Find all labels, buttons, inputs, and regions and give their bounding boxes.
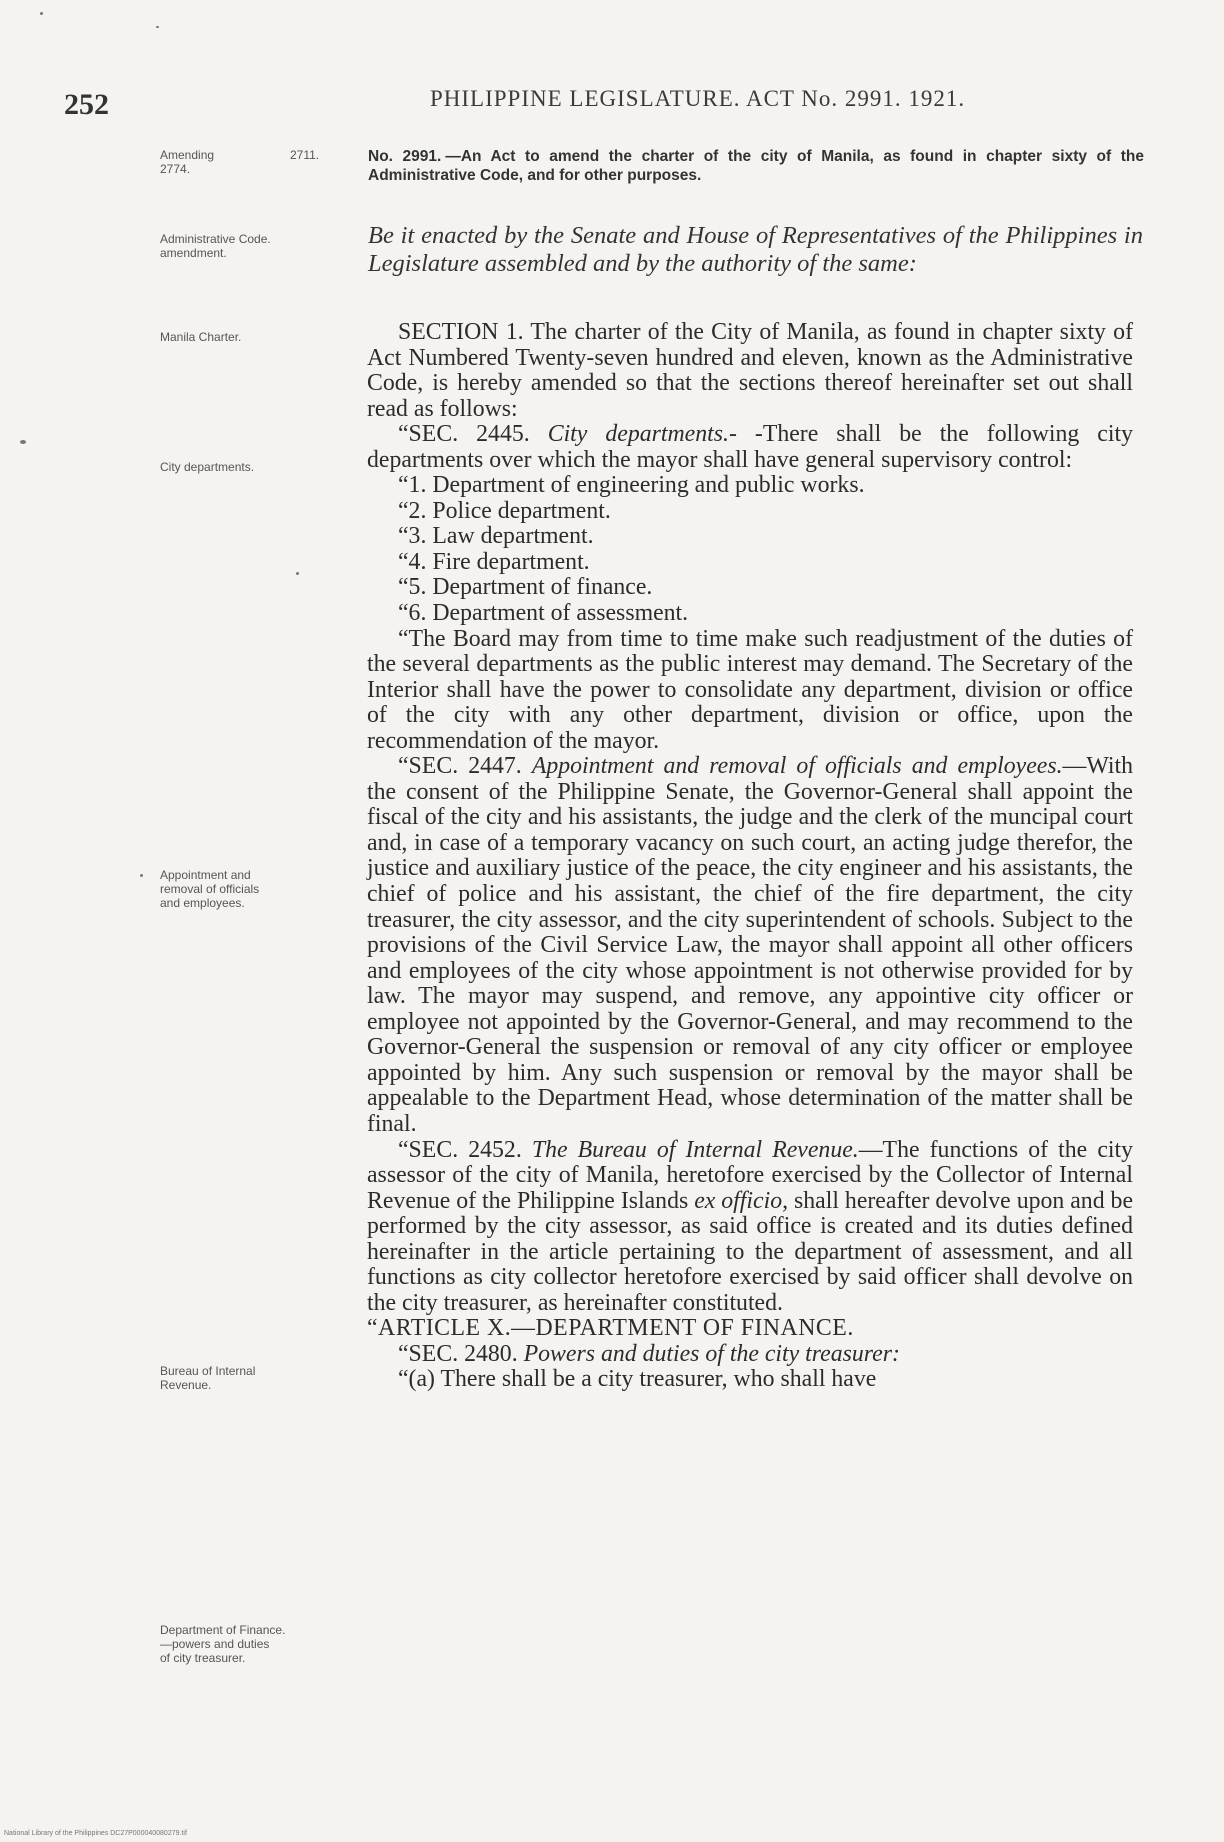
margin-note-manila-charter: Manila Charter. <box>160 330 242 344</box>
scan-speck <box>156 26 159 28</box>
section-1: SECTION 1. The charter of the City of Manila, as found in chapter sixty of Act Numbered Twenty-seven hundred and eleven, known as the Administrative Code, is hereby amended so that the sections thereof hereinafter set out shall read as follows: <box>367 319 1133 422</box>
department-list-item: “2. Police department. <box>398 497 611 524</box>
scan-speck <box>140 874 143 877</box>
sec-2447-paragraph <box>367 754 1133 1137</box>
sec-2452-paragraph <box>367 1138 1133 1317</box>
sec-2445-closing: “The Board may from time to time make such readjustment of the duties of the several departments as the public interest may demand. The Secretary of the Interior shall have the power to consolidate any department, division or office of the city with any other department, division or office, upon the recommendation of the mayor. <box>367 625 1133 754</box>
sec-2480-paragraph <box>367 1342 1133 1368</box>
sec-2447-heading: Appointment and removal of officials and employees. <box>531 753 1063 780</box>
department-list-item: “6. Department of assessment. <box>398 600 689 627</box>
scan-speck <box>40 12 43 15</box>
act-title: —An Act to amend the charter of the city of Manila, as found in chapter sixty of the Administrative Code, and for other purposes. <box>368 148 1144 184</box>
article-heading: “ARTICLE X.—DEPARTMENT OF FINANCE. <box>367 1315 854 1342</box>
sec-2445-paragraph <box>367 422 1133 473</box>
sec-2452-text-a: —The functions of the city assessor of the city of Manila, heretofore exercised by the Collector of Internal Revenue of the Philippine Islands <box>367 1136 1133 1214</box>
margin-note-amending: Amending 2774. <box>160 148 215 176</box>
page-number: 252 <box>64 88 109 121</box>
margin-note-dept-finance: Department of Finance. —powers and duties of city treasurer. <box>160 1623 286 1665</box>
act-number: No. 2991. <box>368 148 442 165</box>
running-head: PHILIPPINE LEGISLATURE. ACT No. 2991. 1921. <box>430 86 966 111</box>
sec-2480-lead: “SEC. 2480. <box>398 1340 518 1367</box>
scan-caption: National Library of the Philippines DC27P000040080279.tif <box>4 1830 187 1837</box>
margin-note-ref: 2711. <box>290 148 320 162</box>
margin-note-city-departments: City departments. <box>160 460 255 474</box>
sec-2452-heading: The Bureau of Internal Revenue. <box>531 1136 859 1163</box>
margin-note-appointment: Appointment and removal of officials and employees. <box>160 868 260 910</box>
department-list-item: “5. Department of finance. <box>398 574 653 601</box>
margin-note-admin-code: Administrative Code. amendment. <box>160 232 271 260</box>
sec-2447-text: —With the consent of the Philippine Senate, the Governor-General shall appoint the fiscal of the city and his assistants, the judge and the clerk of the muncipal court and, in case of a temporary vacancy on such court, an acting judge therefor, the justice and auxiliary justice of the peace, the city engineer and his assistants, the chief of police and his assistant, the chief of the fire department, the city treasurer, the city assessor, and the city superintendent of schools. Subject to the provisions of the Civil Service Law, the mayor shall appoint all other officers and employees of the city whose appointment is not otherwise provided for by law. The mayor may suspend, and remove, any appointive city officer or employee not appointed by the Governor-General, and may recommend to the Governor-General the suspension or removal of any city officer or employee appointed by him. Any such suspension or removal by the mayor shall be appealable to the Department Head, whose determination of the matter shall be final. <box>367 753 1133 1137</box>
sec-2480-heading: Powers and duties of the city treasurer: <box>523 1340 900 1367</box>
department-list-item: “4. Fire department. <box>398 548 590 575</box>
act-title-block <box>368 147 1144 185</box>
sec-2447-lead: “SEC. 2447. <box>398 753 522 780</box>
margin-note-bureau: Bureau of Internal Revenue. <box>160 1364 256 1392</box>
sec-2452-text-b: shall hereafter devolve upon and be performed by the city assessor, as said office is created and its duties defined hereinafter in the article pertaining to the department of assessment, and all functions as city collector heretofore exercised by said officer shall devolve on the city treasurer, as hereinafter constituted. <box>367 1187 1134 1316</box>
sec-2445-lead: “SEC. 2445. <box>398 421 530 448</box>
department-list-item: “3. Law department. <box>398 523 594 550</box>
sec-2452-lead: “SEC. 2452. <box>398 1136 522 1163</box>
scan-speck <box>20 440 26 444</box>
sec-2445-heading: City departments. <box>547 421 729 448</box>
enacting-clause: Be it enacted by the Senate and House of Representatives of the Philippines in Legislature assembled and by the authority of the same: <box>368 222 1143 277</box>
sec-2452-latin: ex officio, <box>694 1187 789 1214</box>
scan-speck <box>296 572 299 575</box>
sec-2445-text: - -There shall be the following city departments over which the mayor shall have general supervisory control: <box>367 421 1133 473</box>
department-list-item: “1. Department of engineering and public works. <box>398 472 865 499</box>
sec-2480-item-a: “(a) There shall be a city treasurer, who shall have <box>398 1366 877 1393</box>
body-text <box>367 320 1133 1393</box>
